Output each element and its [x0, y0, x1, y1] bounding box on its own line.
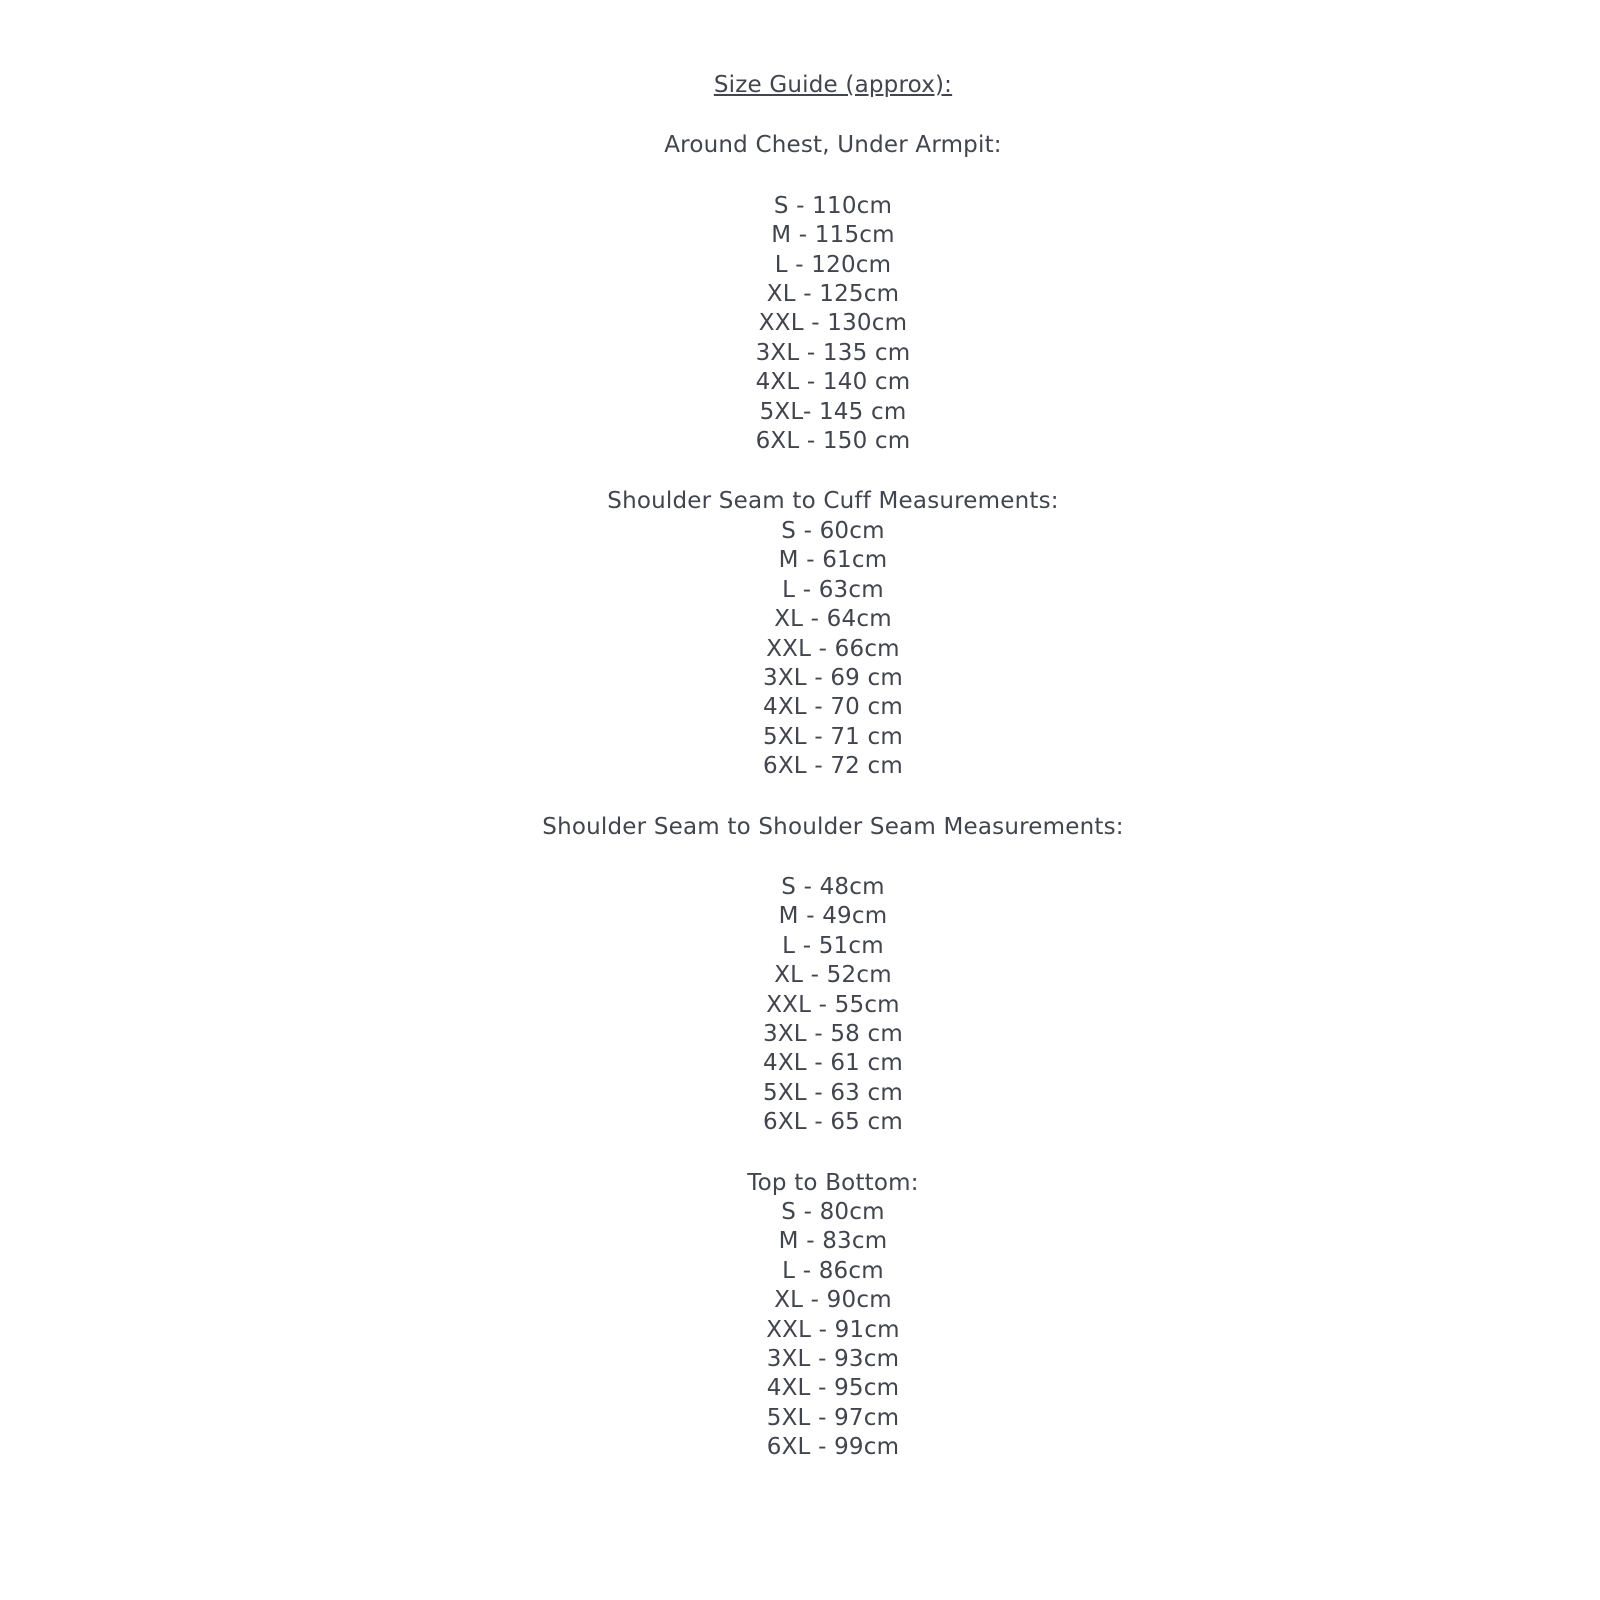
measurement-line: 4XL - 61 cm [763, 1050, 903, 1077]
section-heading: Shoulder Seam to Shoulder Seam Measurements: [542, 813, 1124, 840]
measurement-line: 3XL - 93cm [766, 1346, 900, 1373]
measurement-line: 5XL - 97cm [766, 1404, 900, 1431]
measurement-line: L - 63cm [782, 576, 884, 603]
measurement-line: 6XL - 65 cm [763, 1109, 903, 1136]
measurement-line: S - 60cm [781, 517, 885, 544]
measurement-line: 4XL - 95cm [766, 1375, 900, 1402]
measurement-line: 3XL - 58 cm [763, 1020, 903, 1047]
measurement-line: XXL - 66cm [766, 635, 900, 662]
section-measurements [66, 873, 1600, 1138]
measurement-line: L - 51cm [782, 932, 884, 959]
measurement-line: XL - 90cm [774, 1287, 892, 1314]
measurement-line: L - 86cm [782, 1257, 884, 1284]
measurement-line: 6XL - 99cm [766, 1434, 900, 1461]
section-heading: Shoulder Seam to Cuff Measurements: [607, 488, 1059, 515]
measurement-line: 6XL - 72 cm [763, 753, 903, 780]
measurement-line: XXL - 91cm [766, 1316, 900, 1343]
measurement-line: 5XL - 71 cm [763, 723, 903, 750]
measurement-line: 4XL - 140 cm [755, 369, 911, 396]
measurement-line: 5XL- 145 cm [759, 398, 907, 425]
measurement-line: 3XL - 135 cm [755, 339, 911, 366]
measurement-line: M - 115cm [771, 222, 895, 249]
measurement-line: 5XL - 63 cm [763, 1079, 903, 1106]
measurement-line: S - 110cm [773, 192, 893, 219]
measurement-line: XL - 125cm [766, 281, 900, 308]
measurement-line: 6XL - 150 cm [755, 428, 911, 455]
measurement-line: XXL - 55cm [766, 991, 900, 1018]
measurement-line: S - 80cm [781, 1199, 885, 1225]
measurement-line: M - 83cm [778, 1228, 888, 1255]
measurement-line: XXL - 130cm [758, 310, 908, 337]
measurement-line: M - 49cm [778, 903, 888, 930]
measurement-line: XL - 64cm [774, 606, 892, 633]
measurement-line: S - 48cm [781, 873, 885, 900]
section-measurements [66, 1169, 1600, 1463]
section-heading: Around Chest, Under Armpit: [664, 132, 1002, 159]
section-heading: Top to Bottom: [747, 1169, 919, 1196]
measurement-line: 4XL - 70 cm [763, 694, 903, 721]
measurement-line: 3XL - 69 cm [763, 664, 903, 691]
section-measurements [66, 192, 1600, 457]
page-title: Size Guide (approx): [713, 72, 953, 98]
size-guide-sections [66, 131, 1600, 1462]
section-measurements [66, 487, 1600, 781]
measurement-line: XL - 52cm [774, 962, 892, 989]
measurement-line: L - 120cm [774, 251, 892, 278]
measurement-line: M - 61cm [778, 547, 888, 574]
